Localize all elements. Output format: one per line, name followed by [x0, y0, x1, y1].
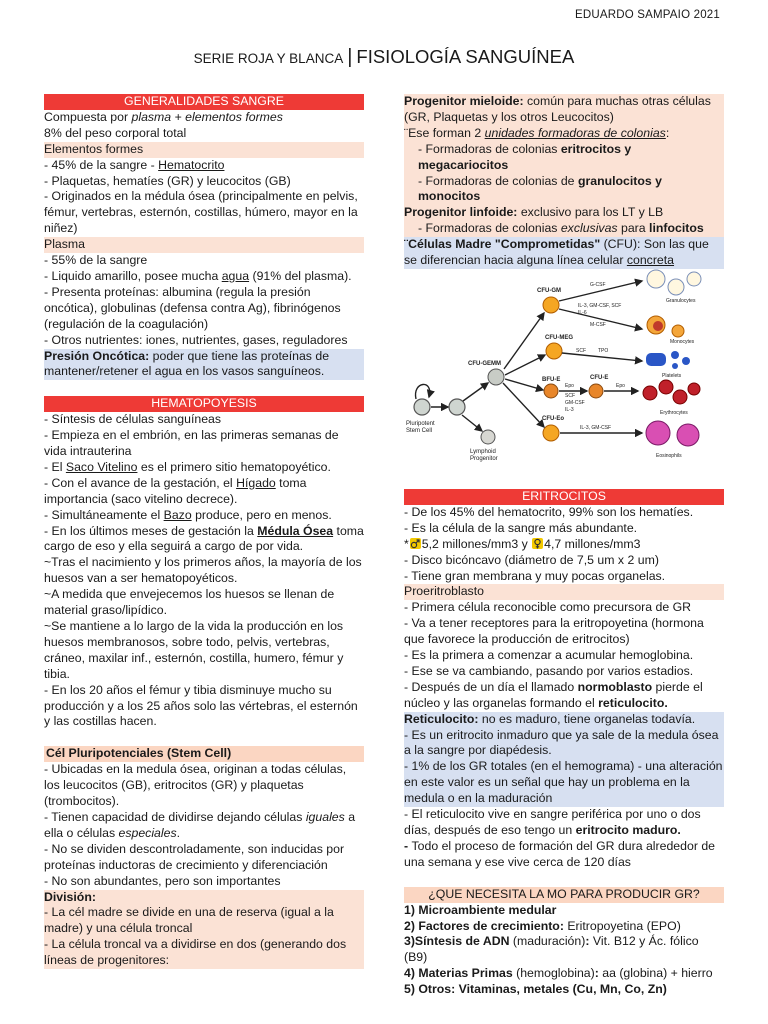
- text-line: - Liquido amarillo, posee mucha agua (91% del plasma).: [44, 268, 352, 283]
- text-line: - Todo el proceso de formación del GR dura alrededor de una semana y ese vive cerca de 120 días: [404, 838, 716, 869]
- arrow-to-lymphoid: [462, 415, 482, 431]
- text-line: - Simultáneamente el Bazo produce, pero en menos.: [44, 507, 332, 522]
- label-g-csf: G-CSF: [590, 281, 606, 288]
- spacer: [44, 730, 364, 746]
- label-cfu-e: CFU-E: [590, 374, 609, 381]
- weight-line: 8% del peso corporal total: [44, 125, 187, 140]
- subheader-elementos-formes: Elementos formes: [44, 142, 364, 158]
- erythrocyte-count-line: * 5,2 millones/mm3 y 4,7 millones/mm3: [404, 536, 641, 551]
- cfu-gemm-cell: [488, 369, 504, 385]
- text-line: - Con el avance de la gestación, el Hígado toma importancia (saco vitelino decrece).: [44, 475, 307, 506]
- label-eosinophils: Eosinophils: [656, 452, 682, 459]
- text-line: - Ese se va cambiando, pasando por varios estadios.: [404, 663, 694, 678]
- arrow-to-cfu-eo: [503, 383, 544, 427]
- subheader-plasma: Plasma: [44, 237, 364, 253]
- label-cfu-gemm: CFU-GEMM: [468, 360, 501, 367]
- text-line: - Empieza en el embrión, en las primeras semanas de vida intrauterina: [44, 428, 339, 459]
- section-header-stem-cell: Cél Pluripotenciales (Stem Cell): [44, 746, 364, 762]
- label-il3-gm: IL-3, GM-CSF: [580, 424, 612, 431]
- cfu-meg-cell: [546, 343, 562, 359]
- hematopoiesis-diagram: [404, 269, 724, 481]
- text-line: ~Se mantiene a lo largo de la vida la producción en los huesos membranosos, sobre todo, pelvis, vertebras, cráneo, maxilar inf., esternón, costilla, humero, fémur y tibia.: [44, 619, 344, 681]
- text-line: - La célula troncal va a dividirse en dos (generando dos líneas de progenitores:: [44, 937, 347, 968]
- text-line: - Síntesis de células sanguíneas: [44, 412, 222, 427]
- platelet-cell: [682, 357, 690, 365]
- text-line: - Tiene gran membrana y muy pocas organelas.: [404, 568, 666, 583]
- text-line: - Es la célula de la sangre más abundante.: [404, 520, 638, 535]
- platelet-cell: [646, 353, 666, 366]
- erythrocyte-cell: [659, 380, 673, 394]
- text-line: ¨Ese forman 2 unidades formadoras de colonias:: [404, 125, 670, 140]
- text-line: - El Saco Vitelino es el primero sitio hematopoyético.: [44, 459, 331, 474]
- text-line: - Originados en la médula ósea (principalmente en pelvis, fémur, vertebras, esternón, costillas, húmero, mayor en la niñez): [44, 189, 358, 236]
- label-platelets: Platelets: [662, 372, 682, 379]
- text-line: - 55% de la sangre: [44, 253, 148, 268]
- monocyte-cell: [672, 325, 684, 337]
- need-item: 2) Factores de crecimiento: Eritropoyetina (EPO): [404, 918, 681, 933]
- text-line: Reticulocito: no es maduro, tiene organelas todavía.: [404, 711, 696, 726]
- platelet-cell: [671, 351, 679, 359]
- need-item: 5) Otros: Vitaminas, metales (Cu, Mn, Co, Zn): [404, 982, 667, 997]
- label-epo-bfu: Epo: [565, 382, 574, 389]
- text-line: - Formadoras de colonias de granulocitos y monocitos: [418, 173, 662, 204]
- need-item: 3)Síntesis de ADN (maduración): Vit. B12 y Ác. fólico (B9): [404, 934, 699, 965]
- lymphoid-progenitor-cell: [481, 430, 495, 444]
- label-scf-meg: SCF: [576, 347, 586, 354]
- label-cfu-gm: CFU-GM: [537, 287, 561, 294]
- section-header-needs: ¿QUE NECESITA LA MO PARA PRODUCIR GR?: [404, 887, 724, 903]
- text-line: - Tienen capacidad de dividirse dejando células iguales a ella o células especiales.: [44, 809, 356, 840]
- reticulocyte-block: [404, 712, 724, 807]
- right-column: [404, 94, 724, 998]
- eosinophil-cell: [646, 421, 670, 445]
- text-line: - El reticulocito vive en sangre periférica por uno o dos días, después de eso tengo un eritrocito maduro.: [404, 807, 701, 837]
- spacer: [44, 380, 364, 396]
- label-cfu-eo: CFU-Eo: [542, 415, 564, 422]
- label-granulocytes: Granulocytes: [666, 297, 696, 304]
- label-gm-csf-bfu: GM-CSF: [565, 399, 585, 406]
- self-renewal-arrow: [416, 384, 430, 399]
- text-line: - Es un eritrocito inmaduro que ya sale de la medula ósea a la sangre por diapédesis.: [404, 727, 719, 758]
- author-label: EDUARDO SAMPAIO 2021: [574, 9, 720, 21]
- label-il3-gm-scf: IL-3, GM-CSF, SCF: [578, 302, 622, 309]
- text-line: - 45% de la sangre - Hematocrito: [44, 157, 225, 172]
- need-item: 4) Materias Primas (hemoglobina): aa (globina) + hierro: [404, 966, 713, 981]
- platelet-cell: [672, 363, 678, 369]
- label-pluripotent: Pluripotent: [406, 420, 435, 427]
- label-bfu-e: BFU-E: [542, 376, 561, 383]
- text-line: - 1% de los GR totales (en el hemograma) - una alteración en este valor es un señal que hay un problema en la medula o en la maduración: [404, 759, 723, 806]
- page-subtitle: SERIE ROJA Y BLANCA: [193, 51, 344, 66]
- text-line: - No se dividen descontroladamente, son inducidas por proteínas inductoras de crecimiento y diferenciación: [44, 841, 345, 872]
- erythrocyte-cell: [673, 390, 687, 404]
- text-line: - Disco bicóncavo (diámetro de 7,5 um x 2 um): [404, 552, 659, 567]
- label-erythrocytes: Erythrocytes: [660, 409, 688, 416]
- label-tpo: TPO: [598, 347, 609, 354]
- text-line: - Va a tener receptores para la eritropoyetina (hormona que favorece la producción de eritrocitos): [404, 616, 704, 647]
- text-line: - En los 20 años el fémur y tibia disminuye mucho su producción y a los 25 años solo las vértebras, el esternón y las costillas hacen.: [44, 682, 358, 729]
- label-lymphoid: Lymphoid: [470, 448, 496, 455]
- text-line: - Después de un día el llamado normoblasto pierde el núcleo y las organelas formando el reticulocito.: [404, 679, 703, 710]
- erythrocyte-cell: [688, 383, 700, 395]
- text-line: - En los últimos meses de gestación la Médula Ósea toma cargo de eso y ella seguirá a cargo de por vida.: [44, 523, 364, 554]
- text-line: - Formadoras de colonias eritrocitos y megacariocitos: [418, 141, 632, 172]
- text-line: - Formadoras de colonias exclusivas para linfocitos: [418, 221, 704, 236]
- granulocyte-cell: [687, 272, 701, 286]
- arrow-to-platelets: [562, 353, 642, 361]
- division-block: [44, 890, 364, 970]
- monocyte-nucleus: [653, 321, 663, 331]
- oncotic-pressure-note: Presión Oncótica: poder que tiene las proteínas de mantener/retener el agua en los vasos sanguíneos.: [44, 349, 364, 381]
- text-line: - Primera célula reconocible como precursora de GR: [404, 600, 692, 615]
- text-line: - Es la primera a comenzar a acumular hemoglobina.: [404, 648, 694, 663]
- page-title: [0, 46, 768, 69]
- text-line: - Presenta proteínas: albumina (regula la presión oncótica), globulinas (defensa contra Ag), fibrinógenos (regulación de la coagulación): [44, 284, 341, 331]
- hematopoiesis-diagram-svg: [404, 269, 724, 481]
- committed-stem-cells-note: ¨Células Madre "Comprometidas" (CFU): Son las que se diferencian hacia alguna línea celular concreta: [404, 237, 724, 269]
- progenitor-block: [404, 94, 724, 237]
- label-il6: IL-6: [578, 309, 587, 316]
- male-symbol-icon: [410, 538, 421, 549]
- subheader-division: División:: [44, 889, 96, 904]
- female-symbol-icon: [532, 538, 543, 549]
- text-line: Progenitor linfoide: exclusivo para los LT y LB: [404, 205, 664, 220]
- cfu-eo-cell: [543, 425, 559, 441]
- text-line: - La cél madre se divide en una de reserva (igual a la madre) y una célula troncal: [44, 905, 334, 936]
- composition-line: Compuesta por plasma + elementos formes: [44, 109, 283, 124]
- erythrocyte-cell: [643, 386, 657, 400]
- pluripotent-stem-cell: [414, 399, 430, 415]
- bfu-e-cell: [544, 384, 558, 398]
- spacer: [404, 481, 724, 489]
- text-line: ~Tras el nacimiento y los primeros años, la mayoría de los huesos van a ser hematopoyéticos.: [44, 555, 362, 586]
- cfu-gm-cell: [543, 297, 559, 313]
- arrow-to-cfu-gemm: [463, 383, 488, 401]
- page-main-title: FISIOLOGÍA SANGUÍNEA: [356, 46, 575, 67]
- arrow-to-cfu-gm: [504, 313, 544, 369]
- label-progenitor: Progenitor: [470, 455, 498, 462]
- text-line: Progenitor mieloide: común para muchas otras células (GR, Plaquetas y los otros Leucocitos): [404, 94, 711, 124]
- need-item: 1) Microambiente medular: [404, 902, 557, 917]
- section-header-eritrocitos: ERITROCITOS: [404, 489, 724, 505]
- text-line: - Plaquetas, hematíes (GR) y leucocitos (GB): [44, 173, 291, 188]
- spacer: [404, 871, 724, 887]
- pluripotent-stem-cell-copy: [449, 399, 465, 415]
- label-m-csf: M-CSF: [590, 321, 606, 328]
- label-monocytes: Monocytes: [670, 338, 695, 345]
- cfu-e-cell: [589, 384, 603, 398]
- eosinophil-cell: [677, 424, 699, 446]
- granulocyte-cell: [647, 270, 665, 288]
- text-line: - Ubicadas en la medula ósea, originan a todas células, los leucocitos (GB), eritrocitos (GR) y plaquetas (trombocitos).: [44, 762, 347, 809]
- label-scf-bfu: SCF: [565, 392, 575, 399]
- text-line: - Otros nutrientes: iones, nutrientes, gases, reguladores: [44, 332, 348, 347]
- text-line: - De los 45% del hematocrito, 99% son los hematíes.: [404, 504, 694, 519]
- arrow-to-bfu-e: [505, 379, 543, 390]
- text-line: ~A medida que envejecemos los huesos se llenan de material graso/lipídico.: [44, 587, 335, 618]
- text-line: - No son abundantes, pero son importantes: [44, 873, 281, 888]
- granulocyte-cell: [668, 279, 684, 295]
- section-header-generalidades: GENERALIDADES SANGRE: [44, 94, 364, 110]
- label-il3-bfu: IL-3: [565, 406, 574, 413]
- label-epo-cfu: Epo: [616, 382, 625, 389]
- left-column: [44, 94, 364, 969]
- label-cfu-meg: CFU-MEG: [545, 334, 573, 341]
- subheader-proeritroblasto: Proeritroblasto: [404, 584, 724, 600]
- section-header-hematopoyesis: HEMATOPOYESIS: [44, 396, 364, 412]
- title-separator: |: [347, 46, 353, 68]
- label-stem-cell: Stem Cell: [406, 427, 433, 434]
